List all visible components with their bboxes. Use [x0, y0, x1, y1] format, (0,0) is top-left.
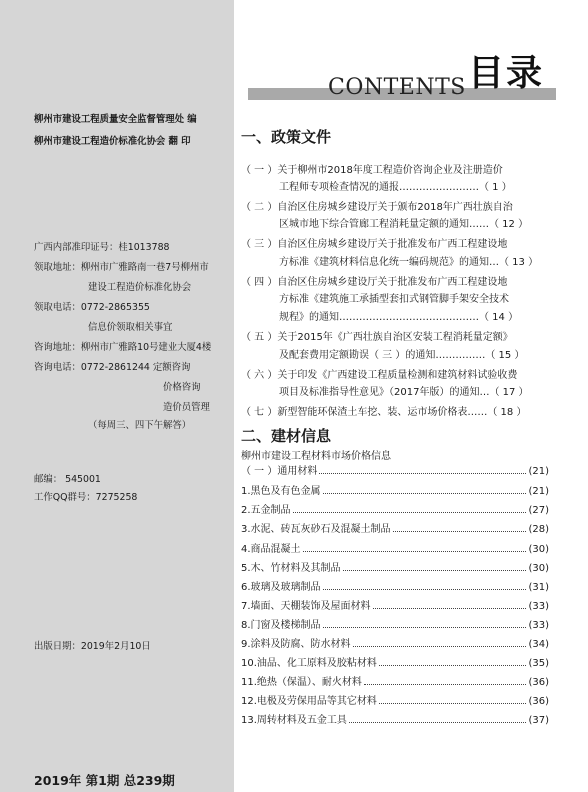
materials-subheading: 柳州市建设工程材料市场价格信息 [241, 451, 391, 462]
toc-material-row [241, 461, 549, 477]
toc-line: （ 二 ）自治区住房城乡建设厅关于颁布2018年广西壮族自治 [241, 202, 513, 213]
page-title: 目录 [468, 53, 545, 94]
toc-material-label: 7.墙面、天棚装饰及屋面材料 [241, 601, 371, 612]
leader-dots [343, 570, 527, 571]
leader-dots [393, 531, 527, 532]
toc-material-label: （ 一 ）通用材料 [241, 466, 318, 477]
toc-material-label: 5.木、竹材料及其制品 [241, 563, 341, 574]
leader-dots [323, 493, 527, 494]
toc-line: 及配套费用定额勘误（ 三 ）的通知……………（ 15 ） [279, 350, 525, 361]
toc-material-label: 6.玻璃及玻璃制品 [241, 582, 321, 593]
toc-material-row [241, 710, 549, 726]
toc-material-label: 9.涂料及防腐、防水材料 [241, 639, 351, 650]
toc-material-label: 10.油品、化工原料及胶粘材料 [241, 658, 377, 669]
section-policy-heading: 一、政策文件 [241, 128, 332, 146]
toc-material-row [241, 691, 549, 707]
consult-hours: （每周三、四下午解答） [88, 420, 192, 431]
leader-dots [303, 551, 527, 552]
toc-material-page: (36) [528, 677, 549, 688]
toc-material-label: 12.电极及劳保用品等其它材料 [241, 696, 377, 707]
pickup-note: 信息价领取相关事宜 [88, 322, 173, 333]
toc-line: （ 七 ）新型智能环保渣土车挖、装、运市场价格表……（ 18 ） [241, 407, 527, 418]
toc-material-page: (30) [528, 563, 549, 574]
consult-price: 价格咨询 [163, 382, 201, 393]
toc-material-page: (33) [528, 620, 549, 631]
toc-material-row [241, 558, 549, 574]
qq-group: 工作QQ群号：7275258 [34, 492, 138, 503]
toc-line: 方标准《建筑材料信息化统一编码规范》的通知…（ 13 ） [279, 257, 539, 268]
toc-line: 项目及标准指导性意见》（2017年版）的通知…（ 17 ） [279, 387, 529, 398]
toc-material-page: (30) [528, 544, 549, 555]
toc-material-page: (28) [528, 524, 549, 535]
pickup-address-cont: 建设工程造价标准化协会 [88, 282, 192, 293]
toc-material-page: (33) [528, 601, 549, 612]
editor-line-2: 柳州市建设工程造价标准化协会 翻 印 [34, 136, 191, 147]
consult-staff: 造价员管理 [163, 402, 210, 413]
leader-dots [323, 589, 527, 590]
leader-dots [379, 703, 527, 704]
toc-material-row [241, 577, 549, 593]
toc-material-label: 11.绝热（保温）、耐火材料 [241, 677, 362, 688]
leader-dots [373, 608, 527, 609]
toc-material-row [241, 539, 549, 555]
toc-line: 规程》的通知……………………………………（ 14 ） [279, 312, 519, 323]
section-materials-heading: 二、建材信息 [241, 427, 332, 445]
leader-dots [319, 473, 526, 474]
toc-material-label: 1.黑色及有色金属 [241, 486, 321, 497]
editor-line-1: 柳州市建设工程质量安全监督管理处 编 [34, 114, 197, 125]
toc-line: 工程师专项检查情况的通报……………………（ 1 ） [279, 182, 512, 193]
toc-line: 方标准《建筑施工承插型套扣式钢管脚手架安全技术 [279, 294, 509, 305]
toc-line: （ 三 ）自治区住房城乡建设厅关于批准发布广西工程建设地 [241, 239, 508, 250]
toc-line: （ 四 ）自治区住房城乡建设厅关于批准发布广西工程建设地 [241, 277, 508, 288]
toc-material-label: 4.商品混凝土 [241, 544, 301, 555]
toc-material-page: (21) [528, 466, 549, 477]
toc-material-row [241, 596, 549, 612]
toc-material-row [241, 500, 549, 516]
leader-dots [364, 684, 527, 685]
toc-material-page: (31) [528, 582, 549, 593]
consult-address: 咨询地址：柳州市广雅路10号建业大厦4楼 [34, 342, 212, 353]
leader-dots [293, 512, 527, 513]
toc-material-page: (36) [528, 696, 549, 707]
toc-line: （ 一 ）关于柳州市2018年度工程造价咨询企业及注册造价 [241, 165, 503, 176]
toc-material-row [241, 672, 549, 688]
toc-material-page: (37) [528, 715, 549, 726]
toc-line: （ 六 ）关于印发《广西建设工程质量检测和建筑材料试验收费 [241, 370, 518, 381]
leader-dots [349, 722, 527, 723]
toc-material-page: (21) [528, 486, 549, 497]
toc-material-row [241, 653, 549, 669]
toc-material-label: 2.五金制品 [241, 505, 291, 516]
pickup-phone: 领取电话：0772-2865355 [34, 302, 150, 313]
toc-line: （ 五 ）关于2015年《广西壮族自治区安装工程消耗量定额》 [241, 332, 513, 343]
toc-material-row [241, 615, 549, 631]
permit-number: 广西内部准印证号：桂1013788 [34, 242, 170, 253]
postcode: 邮编： 545001 [34, 474, 101, 485]
consult-phone: 咨询电话：0772-2861244 定额咨询 [34, 362, 191, 373]
toc-material-row [241, 519, 549, 535]
publish-date: 出版日期：2019年2月10日 [34, 641, 151, 652]
left-info-panel [0, 0, 234, 792]
toc-material-page: (27) [528, 505, 549, 516]
toc-material-page: (35) [528, 658, 549, 669]
toc-material-label: 13.周转材料及五金工具 [241, 715, 347, 726]
issue-number: 2019年 第1期 总239期 [34, 773, 175, 788]
toc-material-label: 3.水泥、砖瓦灰砂石及混凝土制品 [241, 524, 391, 535]
toc-material-page: (34) [528, 639, 549, 650]
toc-material-row [241, 634, 549, 650]
leader-dots [379, 665, 527, 666]
leader-dots [353, 646, 527, 647]
toc-material-row [241, 481, 549, 497]
pickup-address: 领取地址：柳州市广雅路南一巷7号柳州市 [34, 262, 209, 273]
toc-material-label: 8.门窗及楼梯制品 [241, 620, 321, 631]
contents-heading: CONTENTS [328, 75, 466, 100]
toc-line: 区城市地下综合管廊工程消耗量定额的通知……（ 12 ） [279, 219, 529, 230]
leader-dots [323, 627, 527, 628]
